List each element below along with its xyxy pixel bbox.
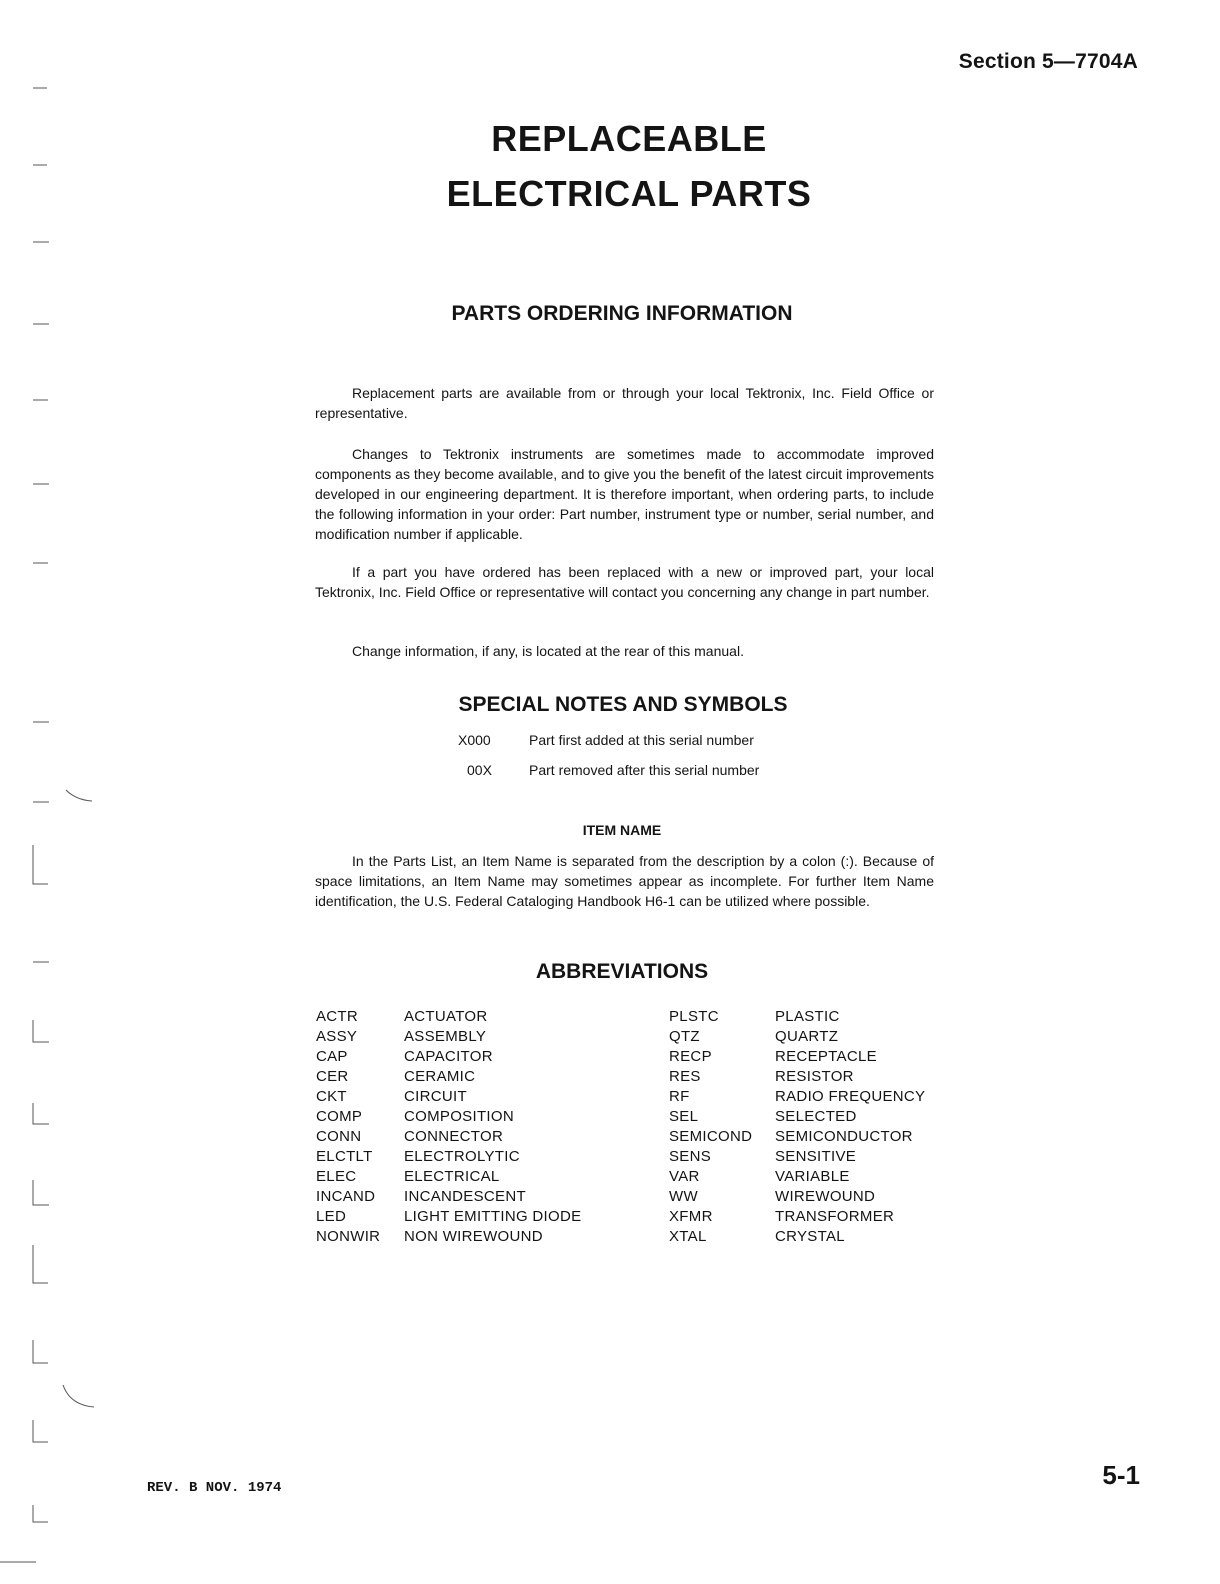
abbreviation-row — [316, 1007, 581, 1027]
abbreviation-row — [669, 1007, 925, 1027]
abbreviation-row — [669, 1207, 925, 1227]
abbreviation-row — [316, 1207, 581, 1227]
abbreviation-meaning: CAPACITOR — [404, 1048, 493, 1065]
abbreviation-code: RECP — [669, 1048, 712, 1065]
abbreviation-code: QTZ — [669, 1028, 700, 1045]
abbreviation-meaning: RADIO FREQUENCY — [775, 1088, 926, 1105]
abbreviation-meaning: ELECTRICAL — [404, 1168, 500, 1185]
abbreviation-code: LED — [316, 1208, 347, 1225]
abbreviation-row — [316, 1027, 581, 1047]
abbreviation-code: CAP — [316, 1048, 348, 1065]
abbreviation-row — [316, 1227, 581, 1247]
abbreviation-row — [316, 1187, 581, 1207]
symbols-list — [458, 730, 759, 790]
abbreviations-heading: ABBREVIATIONS — [535, 960, 709, 983]
abbreviation-row — [669, 1067, 925, 1087]
abbreviations-left-column — [316, 1007, 581, 1247]
symbol-row — [458, 760, 759, 790]
abbreviation-meaning: QUARTZ — [775, 1028, 839, 1045]
symbol-meaning: Part removed after this serial number — [529, 762, 760, 778]
abbreviation-row — [669, 1107, 925, 1127]
abbreviation-meaning: ELECTROLYTIC — [404, 1148, 520, 1165]
abbreviation-row — [669, 1167, 925, 1187]
abbreviation-row — [316, 1067, 581, 1087]
abbreviation-meaning: NON WIREWOUND — [404, 1228, 543, 1245]
abbreviation-meaning: CRYSTAL — [775, 1228, 845, 1245]
abbreviation-meaning: WIREWOUND — [775, 1188, 876, 1205]
abbreviation-meaning: ACTUATOR — [404, 1008, 488, 1025]
abbreviation-row — [316, 1147, 581, 1167]
item-name-heading: ITEM NAME — [582, 822, 662, 838]
abbreviation-meaning: VARIABLE — [775, 1168, 850, 1185]
abbreviation-meaning: SELECTED — [775, 1108, 857, 1125]
abbreviation-code: RES — [669, 1068, 701, 1085]
symbol-row — [458, 730, 759, 760]
abbreviation-code: NONWIR — [316, 1228, 381, 1245]
page-number: 5-1 — [1102, 1460, 1140, 1490]
abbreviation-code: CONN — [316, 1128, 362, 1145]
abbreviation-code: SEL — [669, 1108, 699, 1125]
abbreviation-code: ASSY — [316, 1028, 358, 1045]
abbreviations-right-column — [669, 1007, 925, 1247]
abbreviation-code: ELEC — [316, 1168, 357, 1185]
abbreviation-row — [669, 1227, 925, 1247]
abbreviation-row — [316, 1127, 581, 1147]
abbreviation-meaning: INCANDESCENT — [404, 1188, 526, 1205]
abbreviation-meaning: ASSEMBLY — [404, 1028, 487, 1045]
ordering-paragraph: Changes to Tektronix instruments are sometimes made to accommodate improved components as they become available, and to give you the benefit of the latest circuit improvements developed in our engineering department. It is therefore important, when ordering parts, to include the following information in your order: Part number, instrument type or number, serial number, and modification number if applicable. — [315, 446, 934, 542]
abbreviation-row — [669, 1127, 925, 1147]
abbreviation-meaning: CONNECTOR — [404, 1128, 504, 1145]
abbreviation-meaning: LIGHT EMITTING DIODE — [404, 1208, 582, 1225]
symbol-meaning: Part first added at this serial number — [529, 732, 754, 748]
abbreviation-meaning: CIRCUIT — [404, 1088, 467, 1105]
abbreviation-row — [316, 1047, 581, 1067]
abbreviation-code: WW — [669, 1188, 698, 1205]
abbreviation-code: INCAND — [316, 1188, 376, 1205]
abbreviation-meaning: CERAMIC — [404, 1068, 476, 1085]
abbreviation-meaning: COMPOSITION — [404, 1108, 514, 1125]
abbreviation-code: SEMICOND — [669, 1128, 753, 1145]
abbreviation-row — [669, 1187, 925, 1207]
revision-footer: REV. B NOV. 1974 — [147, 1480, 282, 1496]
ordering-paragraph: Change information, if any, is located at the rear of this manual. — [352, 643, 744, 659]
item-name-paragraph: In the Parts List, an Item Name is separated from the description by a colon (:). Because of space limitations, an Item Name may sometimes appear as incomplete. For further Item Name identification, the U.S. Federal Cataloging Handbook H6-1 can be utilized where possible. — [315, 853, 934, 909]
abbreviation-row — [669, 1047, 925, 1067]
abbreviation-code: VAR — [669, 1168, 700, 1185]
abbreviation-row — [669, 1087, 925, 1107]
special-notes-heading: SPECIAL NOTES AND SYMBOLS — [458, 693, 788, 716]
abbreviation-meaning: TRANSFORMER — [775, 1208, 895, 1225]
abbreviation-row — [316, 1107, 581, 1127]
abbreviation-meaning: SEMICONDUCTOR — [775, 1128, 913, 1145]
symbol-code: X000 — [458, 732, 491, 748]
section-header: Section 5—7704A — [958, 50, 1138, 73]
abbreviation-code: PLSTC — [669, 1008, 719, 1025]
abbreviation-row — [669, 1147, 925, 1167]
page-title-line-2: ELECTRICAL PARTS — [446, 173, 812, 214]
abbreviation-row — [669, 1027, 925, 1047]
abbreviation-code: ACTR — [316, 1008, 359, 1025]
ordering-paragraph: If a part you have ordered has been replaced with a new or improved part, your local Tektronix, Inc. Field Office or representative will contact you concerning any change in part number. — [315, 564, 934, 600]
abbreviation-code: XFMR — [669, 1208, 713, 1225]
abbreviation-meaning: PLASTIC — [775, 1008, 840, 1025]
abbreviation-row — [316, 1087, 581, 1107]
abbreviation-code: CKT — [316, 1088, 347, 1105]
abbreviation-code: RF — [669, 1088, 690, 1105]
ordering-paragraph: Replacement parts are available from or through your local Tektronix, Inc. Field Office or representative. — [315, 385, 934, 421]
page-title-line-1: REPLACEABLE — [491, 118, 767, 159]
abbreviation-meaning: SENSITIVE — [775, 1148, 857, 1165]
symbol-code: 00X — [467, 762, 492, 778]
abbreviation-code: SENS — [669, 1148, 712, 1165]
abbreviation-code: XTAL — [669, 1228, 707, 1245]
abbreviation-code: CER — [316, 1068, 349, 1085]
abbreviation-code: ELCTLT — [316, 1148, 373, 1165]
abbreviation-meaning: RESISTOR — [775, 1068, 854, 1085]
abbreviation-code: COMP — [316, 1108, 363, 1125]
abbreviation-meaning: RECEPTACLE — [775, 1048, 877, 1065]
ordering-heading: PARTS ORDERING INFORMATION — [451, 302, 793, 325]
abbreviation-row — [316, 1167, 581, 1187]
binding-margin-marks — [0, 0, 110, 1584]
